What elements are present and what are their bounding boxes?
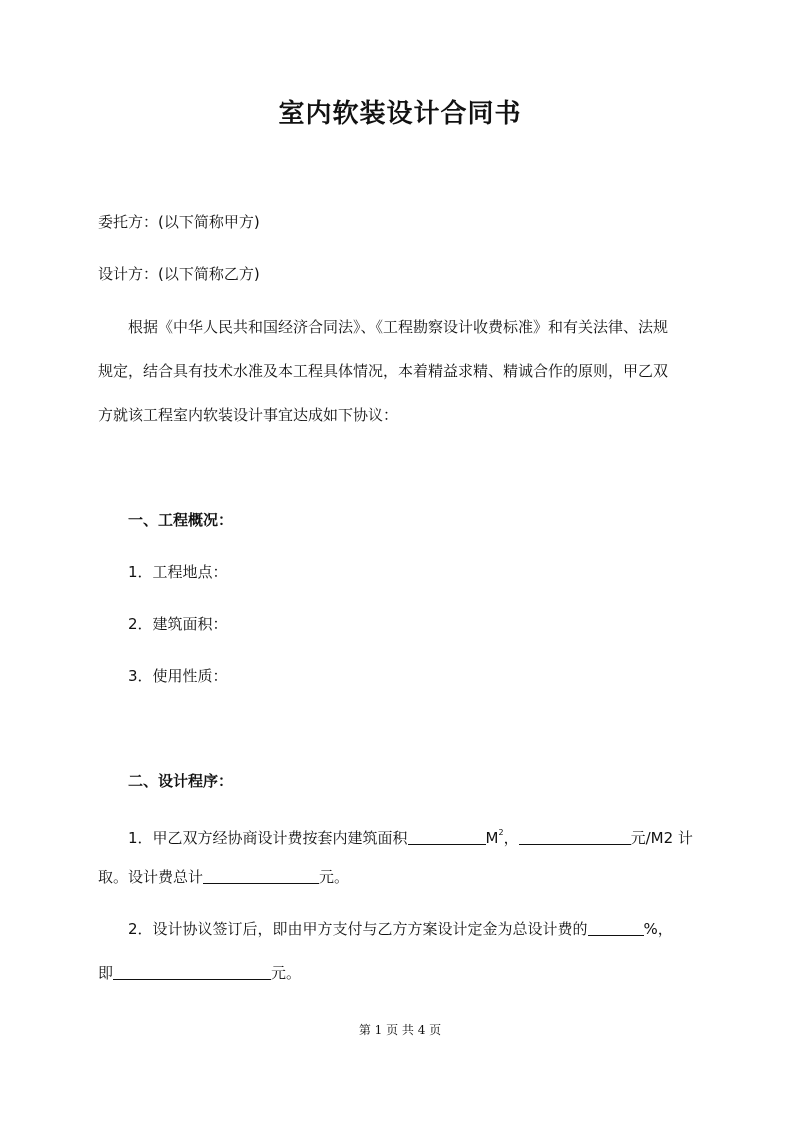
deposit-blank[interactable] [113, 963, 271, 980]
unit-superscript: 2 [498, 828, 504, 837]
area-blank[interactable] [408, 828, 486, 845]
item2-deposit-prefix: 即 [98, 964, 114, 982]
section2-heading: 二、设计程序： [128, 772, 234, 790]
page-footer: 第 1 页 共 4 页 [358, 1023, 442, 1037]
item2-text-2: %， [643, 920, 673, 938]
section1-item-location: 1．工程地点： [128, 563, 228, 581]
item1-text-1: 1．甲乙双方经协商设计费按套内建筑面积 [128, 829, 408, 847]
preamble-line-1: 根据《中华人民共和国经济合同法》、《工程勘察设计收费标准》和有关法律、法规 [128, 318, 669, 336]
total-fee-blank[interactable] [203, 867, 319, 884]
section1-heading: 一、工程概况： [128, 511, 234, 529]
section1-item-area: 2．建筑面积： [128, 615, 228, 633]
item2-deposit-suffix: 元。 [271, 964, 302, 982]
unit-price-blank[interactable] [519, 828, 631, 845]
party-b-line: 设计方：(以下简称乙方) [98, 265, 260, 283]
section1-item-usage: 3．使用性质： [128, 667, 228, 685]
item1-text-2: 元/M2 计 [630, 829, 693, 847]
item2-text-1: 2．设计协议签订后，即由甲方支付与乙方方案设计定金为总设计费的 [128, 920, 588, 938]
document-title: 室内软装设计合同书 [278, 99, 522, 129]
section2-item2-line2 [98, 961, 718, 985]
section2-item1-line1 [128, 821, 748, 850]
preamble-line-2: 规定，结合具有技术水准及本工程具体情况，本着精益求精、精诚合作的原则，甲乙双 [98, 362, 669, 380]
item1-separator: ， [503, 829, 519, 847]
party-a-line: 委托方：(以下简称甲方) [98, 213, 260, 231]
section2-item2-line1 [128, 917, 748, 941]
unit-m: M [485, 829, 499, 847]
item1-total-prefix: 取。设计费总计 [98, 868, 204, 886]
item1-total-suffix: 元。 [319, 868, 350, 886]
preamble-line-3: 方就该工程室内软装设计事宜达成如下协议： [98, 406, 399, 424]
percent-blank[interactable] [588, 919, 644, 936]
section2-item1-line2 [98, 865, 718, 889]
